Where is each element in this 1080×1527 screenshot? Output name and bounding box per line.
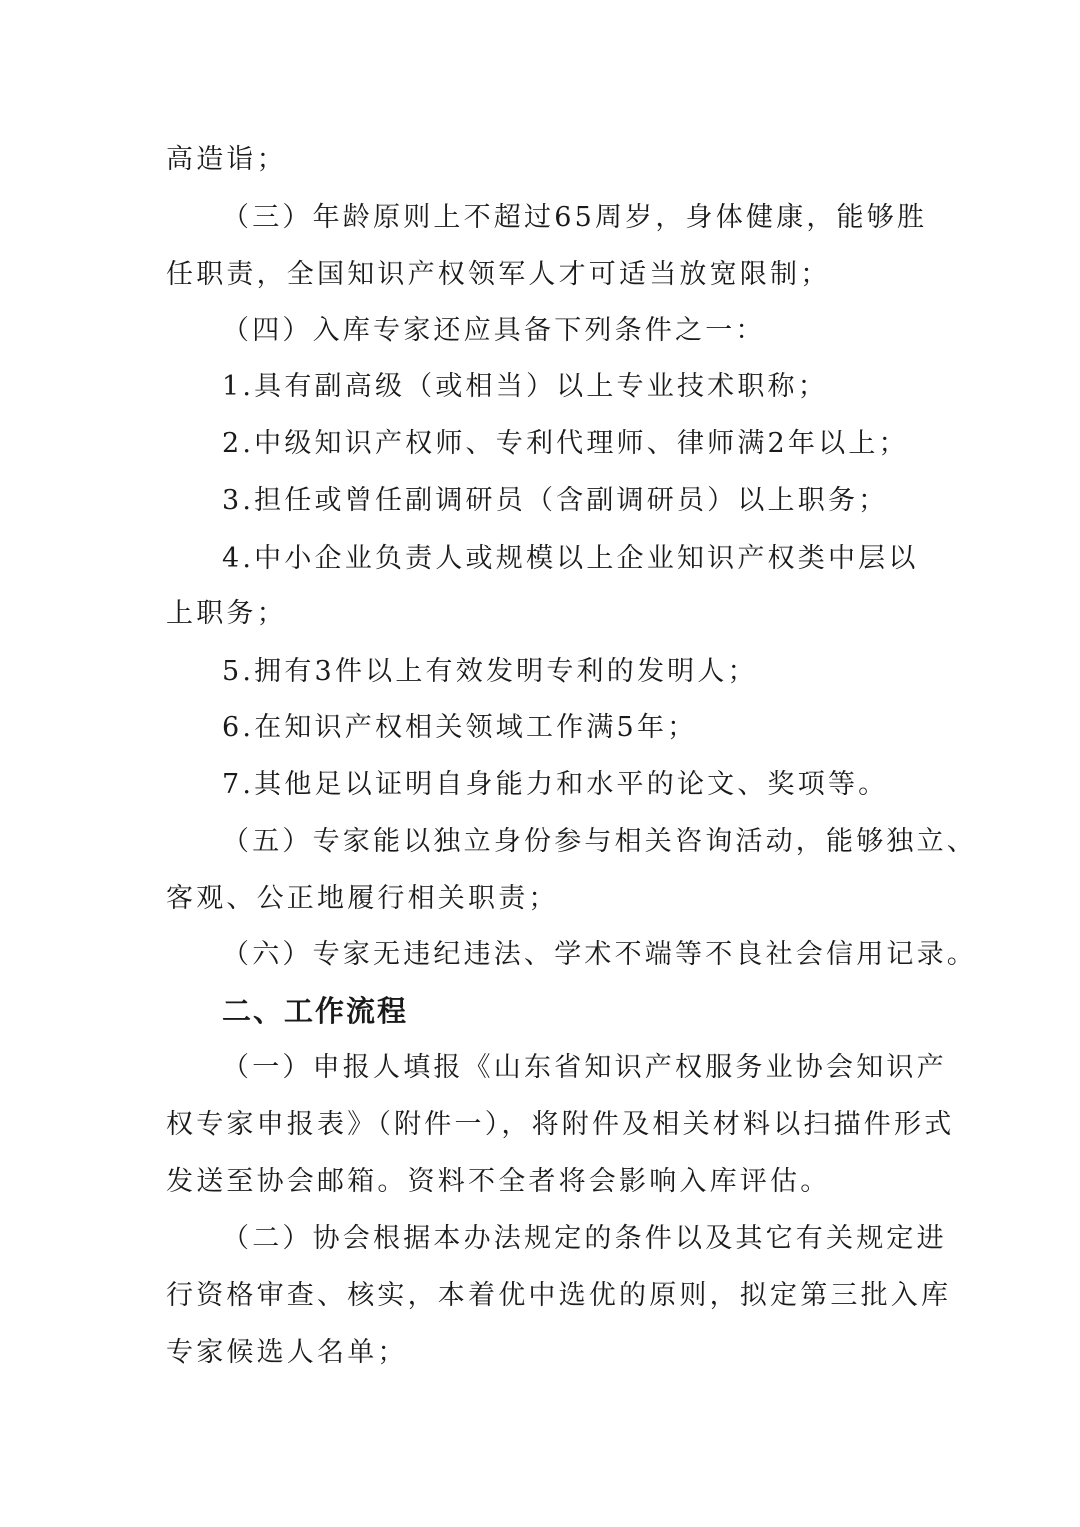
list-item: 5.拥有3件以上有效发明专利的发明人；	[222, 656, 758, 687]
text-line: 权专家申报表》（附件一），将附件及相关材料以扫描件形式	[166, 1109, 955, 1140]
text-line: 专家候选人名单；	[166, 1337, 408, 1368]
list-item: 6.在知识产权相关领域工作满5年；	[222, 712, 698, 743]
list-item: 3.担任或曾任副调研员（含副调研员）以上职务；	[222, 485, 889, 516]
text-line: 客观、公正地履行相关职责；	[166, 883, 559, 914]
text-line: 发送至协会邮箱。资料不全者将会影响入库评估。	[166, 1166, 831, 1197]
text-line: （一）申报人填报《山东省知识产权服务业协会知识产	[222, 1052, 947, 1083]
list-item: 1.具有副高级（或相当）以上专业技术职称；	[222, 371, 828, 402]
text-line: （二）协会根据本办法规定的条件以及其它有关规定进	[222, 1223, 947, 1254]
list-item: 7.其他足以证明自身能力和水平的论文、奖项等。	[222, 769, 889, 800]
text-line: （五）专家能以独立身份参与相关咨询活动，能够独立、	[222, 826, 977, 857]
text-line: 高造诣；	[166, 144, 287, 175]
text-line: 任职责，全国知识产权领军人才可适当放宽限制；	[166, 259, 831, 290]
text-line: 上职务；	[166, 598, 287, 629]
section-heading: 二、工作流程	[222, 994, 409, 1028]
text-line: （六）专家无违纪违法、学术不端等不良社会信用记录。	[222, 939, 977, 970]
text-line: （三）年龄原则上不超过65周岁，身体健康，能够胜	[222, 202, 928, 233]
list-item: 2.中级知识产权师、专利代理师、律师满2年以上；	[222, 428, 909, 459]
text-line: 行资格审查、核实，本着优中选优的原则，拟定第三批入库	[166, 1280, 952, 1311]
text-line: （四）入库专家还应具备下列条件之一：	[222, 315, 766, 346]
list-item: 4.中小企业负责人或规模以上企业知识产权类中层以	[222, 543, 919, 574]
